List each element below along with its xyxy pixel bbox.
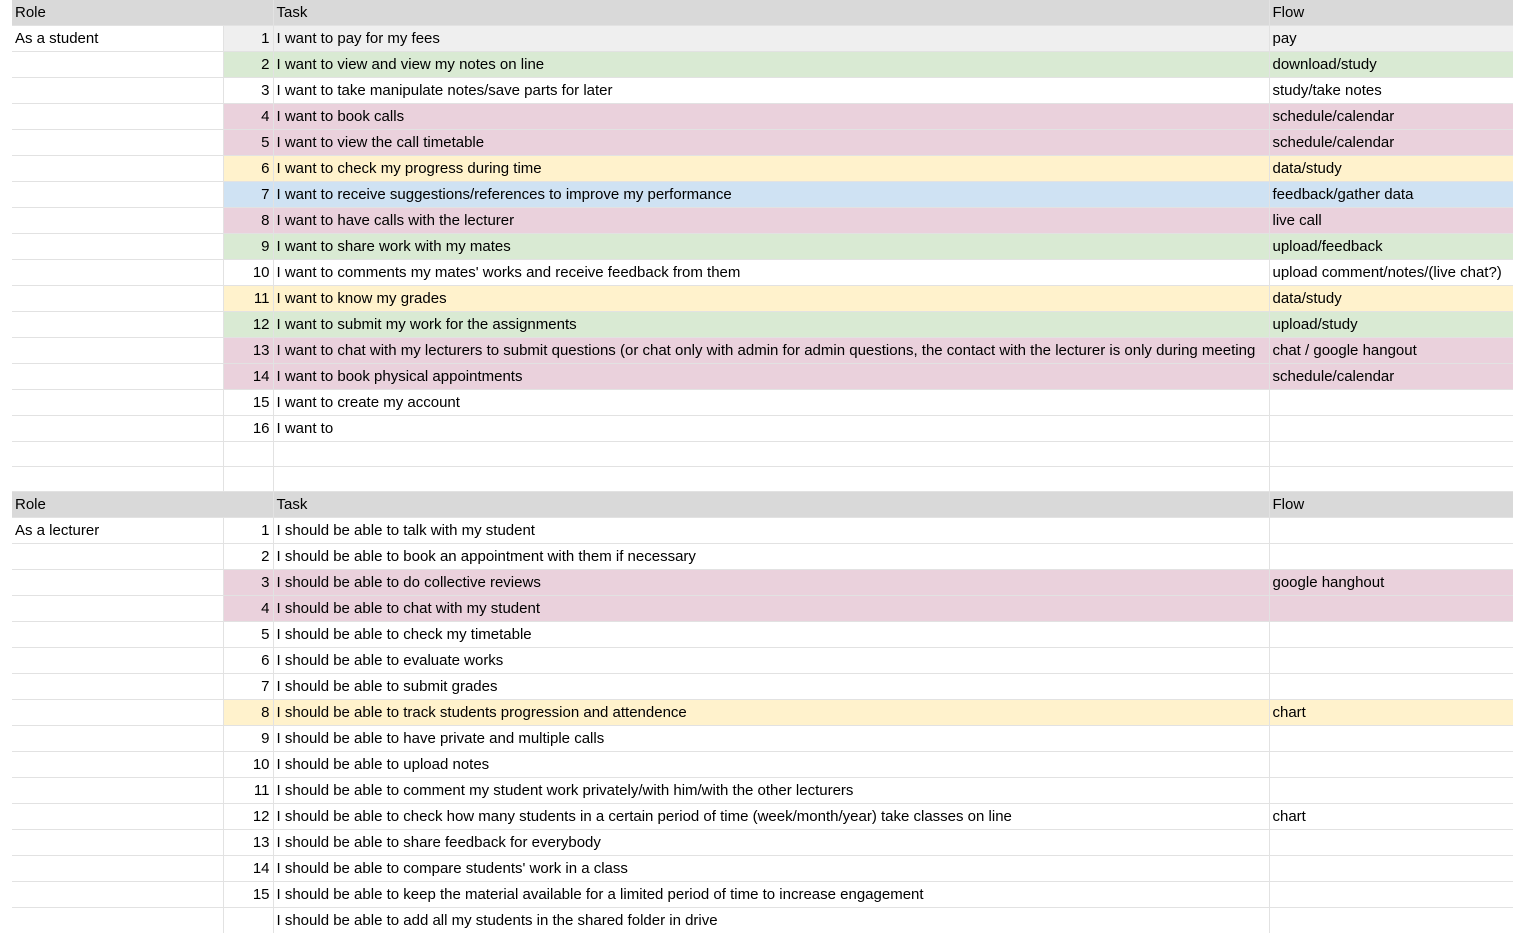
flow-cell[interactable]: pay — [1269, 26, 1513, 52]
task-cell[interactable]: I want to book calls — [273, 104, 1269, 130]
table-row — [12, 104, 1513, 130]
row-number-cell[interactable]: 3 — [223, 570, 273, 596]
task-cell[interactable]: I should be able to check my timetable — [273, 622, 1269, 648]
row-number-cell[interactable]: 15 — [223, 882, 273, 908]
row-number-cell[interactable]: 12 — [223, 804, 273, 830]
empty-role-cell[interactable] — [12, 104, 223, 130]
empty-role-cell[interactable] — [12, 622, 223, 648]
task-cell[interactable]: I want to comments my mates' works and receive feedback from them — [273, 260, 1269, 286]
header-row — [12, 0, 1513, 26]
row-number-cell[interactable]: 9 — [223, 234, 273, 260]
table-row — [12, 674, 1513, 700]
flow-cell[interactable]: chart — [1269, 804, 1513, 830]
flow-cell[interactable]: google hanghout — [1269, 570, 1513, 596]
table-row — [12, 804, 1513, 830]
task-cell[interactable]: I want to receive suggestions/references to improve my performance — [273, 182, 1269, 208]
task-cell[interactable]: I should be able to book an appointment with them if necessary — [273, 544, 1269, 570]
task-cell[interactable]: I should be able to add all my students in the shared folder in drive — [273, 908, 1269, 933]
table-row — [12, 570, 1513, 596]
table-row — [12, 830, 1513, 856]
table-row — [12, 338, 1513, 364]
flow-cell[interactable]: chat / google hangout — [1269, 338, 1513, 364]
table-row — [12, 544, 1513, 570]
empty-cell[interactable] — [1269, 442, 1513, 467]
task-cell[interactable]: I want to — [273, 416, 1269, 442]
row-number-cell[interactable]: 12 — [223, 312, 273, 338]
task-cell[interactable]: I want to create my account — [273, 390, 1269, 416]
empty-role-cell[interactable] — [12, 648, 223, 674]
task-cell[interactable]: I should be able to check how many students in a certain period of time (week/month/year) take classes on line — [273, 804, 1269, 830]
empty-role-cell[interactable] — [12, 674, 223, 700]
table-row — [12, 882, 1513, 908]
flow-cell[interactable] — [1269, 416, 1513, 442]
task-cell[interactable]: I should be able to keep the material available for a limited period of time to increase engagement — [273, 882, 1269, 908]
task-cell[interactable]: I want to chat with my lecturers to submit questions (or chat only with admin for admin questions, the contact with the lecturer is only during meeting — [273, 338, 1269, 364]
empty-role-cell[interactable] — [12, 544, 223, 570]
flow-cell[interactable] — [1269, 778, 1513, 804]
row-number-cell[interactable] — [223, 908, 273, 933]
table-row — [12, 416, 1513, 442]
flow-cell[interactable] — [1269, 622, 1513, 648]
row-number-cell[interactable]: 4 — [223, 596, 273, 622]
table-row — [12, 78, 1513, 104]
empty-cell[interactable] — [1269, 467, 1513, 492]
row-number-cell[interactable]: 1 — [223, 518, 273, 544]
header-role-cell[interactable]: Role — [12, 0, 223, 26]
table-row — [12, 518, 1513, 544]
table-row — [12, 312, 1513, 338]
empty-role-cell[interactable] — [12, 830, 223, 856]
row-number-cell[interactable]: 11 — [223, 286, 273, 312]
task-cell[interactable]: I want to submit my work for the assignments — [273, 312, 1269, 338]
empty-role-cell[interactable] — [12, 52, 223, 78]
empty-role-cell[interactable] — [12, 908, 223, 933]
row-number-cell[interactable]: 13 — [223, 830, 273, 856]
task-cell[interactable]: I should be able to compare students' work in a class — [273, 856, 1269, 882]
flow-cell[interactable]: schedule/calendar — [1269, 130, 1513, 156]
table-row — [12, 596, 1513, 622]
flow-cell[interactable] — [1269, 518, 1513, 544]
empty-role-cell[interactable] — [12, 78, 223, 104]
table-row — [12, 156, 1513, 182]
empty-role-cell[interactable] — [12, 312, 223, 338]
empty-cell[interactable] — [12, 442, 223, 467]
table-row — [12, 778, 1513, 804]
task-cell[interactable]: I want to know my grades — [273, 286, 1269, 312]
flow-cell[interactable]: upload/feedback — [1269, 234, 1513, 260]
row-number-cell[interactable]: 3 — [223, 78, 273, 104]
row-number-cell[interactable]: 16 — [223, 416, 273, 442]
row-number-cell[interactable]: 6 — [223, 648, 273, 674]
table-row — [12, 700, 1513, 726]
table-row — [12, 52, 1513, 78]
flow-cell[interactable] — [1269, 596, 1513, 622]
row-number-cell[interactable]: 4 — [223, 104, 273, 130]
flow-cell[interactable] — [1269, 752, 1513, 778]
task-cell[interactable]: I want to view the call timetable — [273, 130, 1269, 156]
row-number-cell[interactable]: 8 — [223, 700, 273, 726]
task-cell[interactable]: I should be able to share feedback for everybody — [273, 830, 1269, 856]
row-number-cell[interactable]: 5 — [223, 622, 273, 648]
empty-role-cell[interactable] — [12, 182, 223, 208]
table-row — [12, 390, 1513, 416]
flow-cell[interactable]: schedule/calendar — [1269, 104, 1513, 130]
empty-role-cell[interactable] — [12, 726, 223, 752]
row-number-cell[interactable]: 9 — [223, 726, 273, 752]
flow-cell[interactable]: chart — [1269, 700, 1513, 726]
task-cell[interactable]: I want to book physical appointments — [273, 364, 1269, 390]
row-number-cell[interactable]: 7 — [223, 182, 273, 208]
empty-cell[interactable] — [273, 442, 1269, 467]
table-row — [12, 130, 1513, 156]
header-row — [12, 492, 1513, 518]
table-row — [12, 26, 1513, 52]
task-cell[interactable]: I should be able to track students progression and attendence — [273, 700, 1269, 726]
flow-cell[interactable]: download/study — [1269, 52, 1513, 78]
flow-cell[interactable]: upload comment/notes/(live chat?) — [1269, 260, 1513, 286]
task-cell[interactable]: I should be able to chat with my student — [273, 596, 1269, 622]
empty-role-cell[interactable] — [12, 156, 223, 182]
flow-cell[interactable] — [1269, 830, 1513, 856]
task-cell[interactable]: I want to check my progress during time — [273, 156, 1269, 182]
task-cell[interactable]: I should be able to talk with my student — [273, 518, 1269, 544]
header-flow-cell[interactable]: Flow — [1269, 492, 1513, 518]
empty-row — [12, 442, 1513, 467]
header-task-cell[interactable]: Task — [273, 492, 1269, 518]
empty-role-cell[interactable] — [12, 752, 223, 778]
flow-cell[interactable] — [1269, 908, 1513, 933]
flow-cell[interactable]: data/study — [1269, 156, 1513, 182]
task-cell[interactable]: I want to pay for my fees — [273, 26, 1269, 52]
row-number-cell[interactable]: 15 — [223, 390, 273, 416]
table-row — [12, 622, 1513, 648]
header-flow-cell[interactable]: Flow — [1269, 0, 1513, 26]
flow-cell[interactable] — [1269, 390, 1513, 416]
header-task-cell[interactable]: Task — [273, 0, 1269, 26]
flow-cell[interactable] — [1269, 648, 1513, 674]
task-cell[interactable]: I want to take manipulate notes/save parts for later — [273, 78, 1269, 104]
row-number-cell[interactable]: 1 — [223, 26, 273, 52]
empty-cell[interactable] — [223, 442, 273, 467]
empty-role-cell[interactable] — [12, 260, 223, 286]
row-number-cell[interactable]: 6 — [223, 156, 273, 182]
empty-role-cell[interactable] — [12, 208, 223, 234]
empty-cell[interactable] — [273, 467, 1269, 492]
row-number-cell[interactable]: 10 — [223, 260, 273, 286]
flow-cell[interactable]: schedule/calendar — [1269, 364, 1513, 390]
table-row — [12, 182, 1513, 208]
empty-role-cell[interactable] — [12, 596, 223, 622]
task-cell[interactable]: I should be able to upload notes — [273, 752, 1269, 778]
empty-role-cell[interactable] — [12, 390, 223, 416]
empty-role-cell[interactable] — [12, 130, 223, 156]
flow-cell[interactable]: data/study — [1269, 286, 1513, 312]
row-number-cell[interactable]: 13 — [223, 338, 273, 364]
user-stories-table — [12, 0, 1513, 933]
table-body — [12, 0, 1513, 933]
task-cell[interactable]: I want to have calls with the lecturer — [273, 208, 1269, 234]
role-cell[interactable]: As a lecturer — [12, 518, 223, 544]
empty-role-cell[interactable] — [12, 364, 223, 390]
task-cell[interactable]: I should be able to evaluate works — [273, 648, 1269, 674]
task-cell[interactable]: I should be able to have private and multiple calls — [273, 726, 1269, 752]
flow-cell[interactable] — [1269, 726, 1513, 752]
row-number-cell[interactable]: 7 — [223, 674, 273, 700]
flow-cell[interactable] — [1269, 882, 1513, 908]
task-cell[interactable]: I should be able to do collective reviews — [273, 570, 1269, 596]
empty-role-cell[interactable] — [12, 856, 223, 882]
empty-role-cell[interactable] — [12, 570, 223, 596]
flow-cell[interactable] — [1269, 856, 1513, 882]
header-num-cell[interactable] — [223, 492, 273, 518]
flow-cell[interactable]: study/take notes — [1269, 78, 1513, 104]
table-row — [12, 908, 1513, 933]
table-row — [12, 260, 1513, 286]
table-row — [12, 726, 1513, 752]
table-row — [12, 752, 1513, 778]
row-number-cell[interactable]: 14 — [223, 856, 273, 882]
row-number-cell[interactable]: 11 — [223, 778, 273, 804]
row-number-cell[interactable]: 14 — [223, 364, 273, 390]
table-row — [12, 364, 1513, 390]
task-cell[interactable]: I want to view and view my notes on line — [273, 52, 1269, 78]
header-num-cell[interactable] — [223, 0, 273, 26]
empty-role-cell[interactable] — [12, 882, 223, 908]
empty-role-cell[interactable] — [12, 700, 223, 726]
task-cell[interactable]: I should be able to comment my student work privately/with him/with the other lecturers — [273, 778, 1269, 804]
row-number-cell[interactable]: 10 — [223, 752, 273, 778]
empty-role-cell[interactable] — [12, 338, 223, 364]
flow-cell[interactable]: upload/study — [1269, 312, 1513, 338]
empty-role-cell[interactable] — [12, 778, 223, 804]
empty-role-cell[interactable] — [12, 416, 223, 442]
row-number-cell[interactable]: 2 — [223, 52, 273, 78]
empty-cell[interactable] — [12, 467, 223, 492]
table-row — [12, 648, 1513, 674]
row-number-cell[interactable]: 2 — [223, 544, 273, 570]
table-row — [12, 286, 1513, 312]
flow-cell[interactable]: feedback/gather data — [1269, 182, 1513, 208]
table-row — [12, 234, 1513, 260]
role-cell[interactable]: As a student — [12, 26, 223, 52]
header-role-cell[interactable]: Role — [12, 492, 223, 518]
empty-role-cell[interactable] — [12, 286, 223, 312]
empty-row — [12, 467, 1513, 492]
empty-role-cell[interactable] — [12, 234, 223, 260]
flow-cell[interactable] — [1269, 674, 1513, 700]
flow-cell[interactable]: live call — [1269, 208, 1513, 234]
empty-role-cell[interactable] — [12, 804, 223, 830]
task-cell[interactable]: I want to share work with my mates — [273, 234, 1269, 260]
flow-cell[interactable] — [1269, 544, 1513, 570]
empty-cell[interactable] — [223, 467, 273, 492]
row-number-cell[interactable]: 5 — [223, 130, 273, 156]
task-cell[interactable]: I should be able to submit grades — [273, 674, 1269, 700]
table-row — [12, 208, 1513, 234]
table-row — [12, 856, 1513, 882]
row-number-cell[interactable]: 8 — [223, 208, 273, 234]
